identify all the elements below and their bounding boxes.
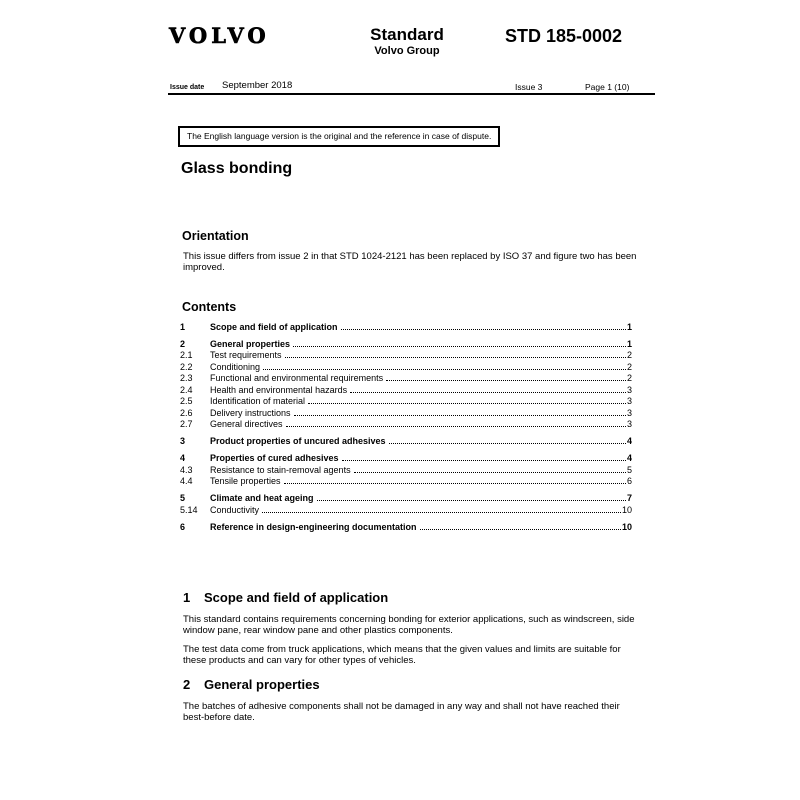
section-2-number: 2 [183,677,191,692]
toc-entry-title: Product properties of uncured adhesives [210,436,386,446]
section-1-heading [183,590,388,605]
toc-entry-num: 2.6 [180,407,193,418]
toc-entry-title: General properties [210,338,291,349]
toc-entry-num: 4.3 [180,464,193,475]
page-number: Page 1 (10) [585,82,630,92]
orientation-heading: Orientation [182,229,249,243]
toc-leader-dots [386,380,626,381]
orientation-body: This issue differs from issue 2 in that STD 1024-2121 has been replaced by ISO 37 and figure two has been improved. [183,251,637,273]
toc-row [180,436,632,448]
section-2-paragraph: The batches of adhesive components shall not be damaged in any way and shall not have reached their best-before date. [183,701,620,723]
toc-leader-dots [354,472,626,473]
toc-leader-dots [263,369,626,370]
doc-type-block [332,26,482,57]
toc-entry-page: 4 [626,453,632,463]
toc-row [180,522,632,534]
toc-row [180,419,632,431]
section-2-title: General properties [204,677,320,692]
toc-entry-page: 3 [626,396,632,406]
notice-text: The English language version is the original and the reference in case of dispute. [187,131,492,141]
toc-row [180,476,632,488]
toc-entry-page: 4 [626,436,632,446]
toc-entry-page: 6 [626,476,632,486]
toc-leader-dots [341,329,626,330]
toc-entry-num: 3 [180,436,186,446]
toc-row [180,362,632,374]
toc-entry-title: General directives [210,419,283,429]
toc-entry-num: 2.5 [180,396,193,406]
toc-entry-title: Health and environmental hazards [210,384,348,395]
toc-entry-title: Climate and heat ageing [210,493,314,503]
toc-leader-dots [342,460,626,461]
header-rule [168,93,655,95]
toc-row [180,505,632,517]
notice-box [178,126,500,147]
toc-list [180,316,632,533]
toc-leader-dots [286,426,626,427]
issue-number: Issue 3 [515,82,543,92]
toc-entry-num: 4.4 [180,476,193,486]
toc-entry-title: Properties of cured adhesives [210,453,339,463]
toc-row [180,408,632,420]
section-2-heading [183,677,320,692]
toc-entry-num: 5.14 [180,504,198,515]
toc-entry-page: 3 [626,419,632,429]
section-1-title: Scope and field of application [204,590,389,605]
doc-type: Standard [370,25,444,44]
toc-leader-dots [285,357,626,358]
doc-number: STD 185-0002 [505,26,623,46]
toc-row [180,453,632,465]
toc-entry-title: Test requirements [210,350,282,360]
toc-entry-num: 6 [180,521,186,532]
issue-date-label: Issue date [170,84,205,91]
toc-leader-dots [262,512,621,513]
volvo-logo: VOLVO [169,23,270,48]
issue-date: September 2018 [222,80,293,91]
toc-leader-dots [284,483,626,484]
toc-row [180,385,632,397]
toc-entry-title: Conductivity [210,504,260,515]
toc-entry-page: 10 [621,521,632,532]
section-1-paragraph: The test data come from truck applications, which means that the given values and limits are suitable for these products and can vary for other types of vehicles. [183,644,621,666]
toc-entry-title: Identification of material [210,396,306,406]
toc-entry-title: Resistance to stain-removal agents [210,464,351,475]
toc-entry-page: 2 [626,373,632,383]
section-1-paragraph: This standard contains requirements concerning bonding for exterior applications, such as windscreen, side window pane, rear window pane and other plastics components. [183,614,635,636]
toc-entry-title: Conditioning [210,361,261,372]
toc-row [180,350,632,362]
toc-row [180,465,632,477]
toc-entry-page: 3 [626,384,632,395]
toc-entry-num: 2 [180,338,186,349]
org-name: Volvo Group [374,45,440,57]
toc-entry-title: Tensile properties [210,476,281,486]
toc-entry-title: Delivery instructions [210,407,291,418]
toc-entry-num: 4 [180,453,186,463]
section-1-number: 1 [183,590,191,605]
toc-entry-num: 2.1 [180,350,193,360]
toc-leader-dots [317,500,626,501]
toc-entry-page: 2 [626,350,632,360]
toc-entry-num: 2.4 [180,384,193,395]
toc-entry-page: 7 [626,493,632,503]
toc-entry-title: Scope and field of application [210,321,338,332]
toc-leader-dots [308,403,626,404]
toc-entry-page: 5 [626,464,632,475]
toc-row [180,339,632,351]
document-title: Glass bonding [181,160,293,177]
toc-entry-num: 2.2 [180,361,193,372]
toc-entry-num: 5 [180,493,186,503]
toc-entry-page: 1 [626,321,632,332]
toc-entry-page: 1 [626,338,632,349]
toc-row [180,493,632,505]
contents-heading: Contents [182,300,237,314]
toc-leader-dots [389,443,626,444]
toc-entry-page: 3 [626,407,632,418]
toc-row [180,373,632,385]
toc-entry-num: 1 [180,321,186,332]
toc-leader-dots [294,415,626,416]
toc-entry-title: Reference in design-engineering documentation [210,521,417,532]
toc-entry-title: Functional and environmental requirements [210,373,384,383]
toc-row [180,322,632,334]
toc-entry-page: 10 [621,504,632,515]
toc-leader-dots [420,529,621,530]
toc-leader-dots [350,392,626,393]
toc-entry-num: 2.7 [180,419,193,429]
toc-row [180,396,632,408]
toc-leader-dots [293,346,626,347]
toc-entry-num: 2.3 [180,373,193,383]
toc-entry-page: 2 [626,361,632,372]
